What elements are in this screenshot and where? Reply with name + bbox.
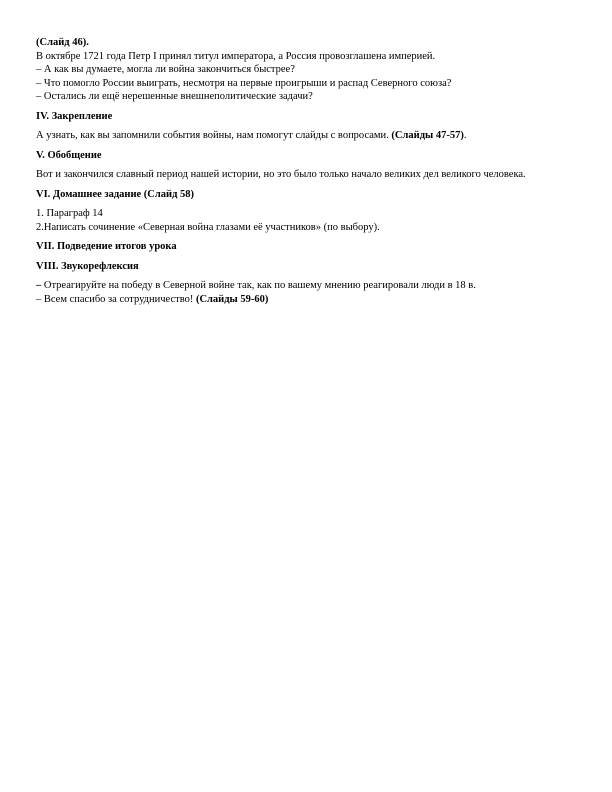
- section-5-body: [36, 168, 576, 182]
- reflection-text: Отреагируйте на победу в Северной войне так, как по вашему мнению реагировали люди в 18 в.: [41, 280, 476, 291]
- section-4-body: [36, 129, 576, 143]
- section-8-heading: VIII. Звукорефлексия: [36, 260, 139, 272]
- section-7-heading: VII. Подведение итогов урока: [36, 241, 177, 252]
- reflection-dash: –: [36, 280, 42, 291]
- intro-block: [36, 36, 576, 104]
- section-4-slides: (Слайды 47-57): [391, 130, 464, 141]
- reflection-line-1: [36, 279, 576, 293]
- section-5-heading: V. Обобщение: [36, 149, 102, 161]
- homework-item-2: 2.Написать сочинение «Северная война глазами её участников» (по выбору).: [36, 221, 380, 233]
- homework-item-1: 1. Параграф 14: [36, 208, 103, 219]
- intro-line-1: В октябре 1721 года Петр I принял титул императора, а Россия провозглашена империей.: [36, 50, 436, 62]
- section-4-text: А узнать, как вы запомнили события войны, нам помогут слайды с вопросами.: [36, 130, 392, 141]
- intro-question-3: – Остались ли ещё нерешенные внешнеполитические задачи?: [36, 91, 313, 102]
- section-5-text: Вот и закончился славный период нашей истории, но это было только начало великих дел великого человека.: [36, 169, 526, 180]
- section-4-text-line: [36, 129, 576, 143]
- section-4-end: .: [463, 130, 467, 141]
- intro-question-1: – А как вы думаете, могла ли война закончиться быстрее?: [36, 64, 295, 75]
- section-4-heading: IV. Закрепление: [36, 110, 113, 122]
- section-8-slides: (Слайды 59-60): [195, 293, 269, 305]
- intro-question-2: – Что помогло России выиграть, несмотря на первые проигрыши и распад Северного союза?: [36, 77, 452, 89]
- thanks-text: – Всем спасибо за сотрудничество!: [36, 293, 196, 305]
- section-8-body: [36, 279, 576, 306]
- slide-ref-46: (Слайд 46).: [36, 37, 89, 48]
- section-6-heading: VI. Домашнее задание (Слайд 58): [36, 188, 195, 200]
- section-6-body: [36, 207, 576, 234]
- document-page: [36, 36, 576, 306]
- reflection-line-2: [36, 293, 576, 307]
